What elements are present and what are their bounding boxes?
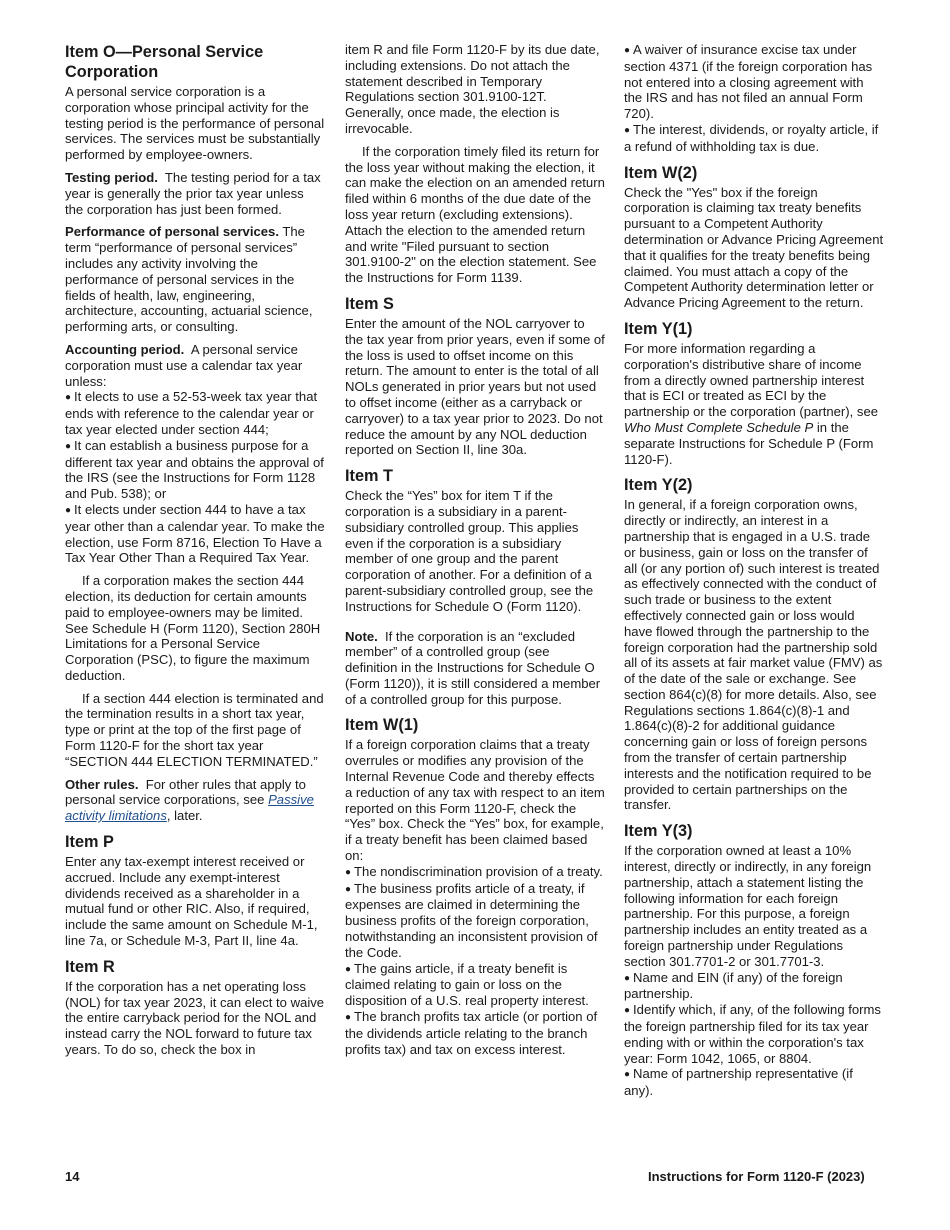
performance-label: Performance of personal services. [65,224,279,240]
testing-period-paragraph [65,170,325,217]
item-y2-paragraph: In general, if a foreign corporation owns, directly or indirectly, an interest in a partnership that is engaged in a U.S. trade or business, gain or loss on the transfer of all (or any portion of) such interest is treated as effectively connected with the conduct of such trade or business to the extent effectively connected gain or loss would have flowed through the partnership to the foreign corporation had the partnership sold all of its assets at fair market value (FMV) as of the date of the sale or exchange. See section 864(c)(8) for more details. Also, see Regulations sections 1.864(c)(8)-1 and 1.864(c)(8)-2 for additional guidance concerning gain or loss of foreign persons from the transfer of certain partnership interests and the notification required to be provided to certain partnerships on the transfer. [624,497,883,813]
accounting-period-label: Accounting period. [65,341,185,357]
heading-item-r: Item R [65,957,115,976]
item-p-paragraph: Enter any tax-exempt interest received or accrued. Include any exempt-interest dividends received as a shareholder in a mutual fund or other RIC. Also, if required, include the same amount on Schedule M-1, line 7a, or Schedule M-3, Part II, line 4a. [65,854,318,949]
list-item: ● The business profits article of a treaty, if expenses are claimed in determining the business profits of the foreign corporation, notwithstanding an inconsistent provision of the Code. [345,880,598,960]
section-444-paragraph-1: If a corporation makes the section 444 election, its deduction for certain amounts paid to employee-owners may be limited. See Schedule H (Form 1120), Section 280H Limitations for a Personal Service Corporation (PSC), to figure the maximum deduction. [65,573,321,683]
column-right [624,42,884,1099]
other-rules-label: Other rules. [65,776,139,792]
note-paragraph [345,629,605,708]
other-rules-paragraph [65,777,325,824]
item-y3-paragraph: If the corporation owned at least a 10% interest, directly or indirectly, in any foreign partnership, attach a statement listing the following information for each foreign partnership. For this purpose, a foreign partnership includes an entity treated as a foreign partnership under Regulations section 301.7701-2 or 301.7701-3. [624,843,872,969]
list-item: ● It elects to use a 52-53-week tax year that ends with reference to the calendar year or tax year elected under section 444; [65,389,318,437]
list-item: ● Identify which, if any, of the following forms the foreign partnership filed for its tax year ending with or within the corporation's tax year: Form 1042, 1065, or 8804. [624,1002,881,1066]
schedule-p-reference: Who Must Complete Schedule P [624,419,814,435]
bullet-icon: ● [65,392,72,404]
page-number: 14 [65,1169,80,1184]
passive-activity-link[interactable]: Passive activity limitations [65,792,314,824]
performance-paragraph [65,224,325,335]
testing-period-label: Testing period. [65,169,158,185]
bullet-icon: ● [624,45,631,56]
testing-period-text: The testing period for a tax year is generally the prior tax year unless the corporation has just been formed. [65,169,321,217]
bullet-icon: ● [65,440,72,452]
bullet-icon: ● [624,1069,631,1081]
bullet-icon: ● [345,883,352,895]
note-label: Note. [345,628,378,644]
heading-item-y2: Item Y(2) [624,476,693,495]
accounting-period-paragraph [65,342,325,389]
item-r-paragraph: If the corporation has a net operating loss (NOL) for tax year 2023, it can elect to waive the entire carryback period for the NOL and instead carry the NOL forward to future tax years. To do so, check the box in [65,978,325,1058]
bullet-icon: ● [624,1005,631,1017]
list-item: ● The interest, dividends, or royalty article, if a refund of withholding tax is due. [624,121,879,154]
footer-title: Instructions for Form 1120-F (2023) [648,1169,865,1184]
other-rules-tail: , later. [166,808,203,824]
bullet-icon: ● [345,1012,352,1024]
item-o-paragraph: A personal service corporation is a corporation whose principal activity for the testing period is the performance of personal services. The services must be substantially performed by employee-owners. [65,84,325,163]
list-item: ● Name of partnership representative (if any). [624,1066,853,1099]
heading-item-w2: Item W(2) [624,163,698,182]
performance-text: The term “performance of personal services” includes any activity involving the performance of personal services in the fields of health, law, engineering, architecture, accounting, actuarial science, performing arts, or consulting. [65,224,313,335]
item-s-paragraph: Enter the amount of the NOL carryover to the tax year from prior years, even if some of the loss is used to offset income on this return. The amount to enter is the total of all NOLs generated in prior years but not used to offset income (either as a carryback or carryover) to a tax year prior to 2023. Do not reduce the amount by any NOL deduction reported on Section II, line 30a. [345,315,605,458]
section-444-paragraph-2: If a section 444 election is terminated and the termination results in a short tax year, type or print at the top of the first page of Form 1120-F for the short tax year “SECTION 444 ELECTION TERMINATED.” [65,690,324,769]
column-middle [345,42,605,1057]
heading-item-y1: Item Y(1) [624,319,693,338]
heading-item-w1: Item W(1) [345,716,419,735]
item-r-continued: item R and file Form 1120-F by its due date, including extensions. Do not attach the statement described in Temporary Regulations section 301.9100-12T. Generally, once made, the election is irrevocable. [345,42,600,136]
item-t-paragraph: Check the “Yes” box for item T if the corporation is a subsidiary in a parent-subsidiary controlled group. This applies even if the corporation is a subsidiary member of one group and the parent corporation of another. For a definition of a parent-subsidiary controlled group, see the Instructions for Schedule O (Form 1120). [345,488,594,614]
list-item: ● The nondiscrimination provision of a treaty. [345,863,603,879]
list-item: ● It elects under section 444 to have a tax year other than a calendar year. To make the election, use Form 8716, Election To Have a Tax Year Other Than a Required Tax Year. [65,501,325,566]
bullet-icon: ● [345,866,352,878]
heading-item-o: Item O—Personal Service Corporation [65,43,264,81]
heading-item-t: Item T [345,467,393,486]
note-text: If the corporation is an “excluded member” of a controlled group (see definition in the Instructions for Schedule O (Form 1120)), it is still considered a member of a controlled group for this purpose. [345,628,601,707]
accounting-period-text: A personal service corporation must use a calendar tax year unless: [65,341,303,389]
item-y1-paragraph: For more information regarding a corporation's distributive share of income from a directly owned partnership interest that is ECI or treated as ECI by the partnership or the corporation (partner), see Who Must Complete Schedule P in the separate Instructions for Schedule P (Form 1120-F). [624,340,879,467]
list-item: ● The branch profits tax article (or portion of the dividends article relating to the branch profits tax) and tax on excess interest. [345,1009,598,1057]
item-r-paragraph-2: If the corporation timely filed its return for the loss year without making the election, it can make the election on an amended return filed within 6 months of the due date of the loss year return (excluding extensions). Attach the election to the amended return and write "Filed pursuant to section 301.9100-2" on the election statement. See the Instructions for Form 1139. [345,143,605,286]
list-item: ● It can establish a business purpose for a different tax year and obtains the approval of the IRS (see the Instructions for Form 1128 and Pub. 538); or [65,437,324,502]
other-rules-text: For other rules that apply to personal service corporations, see [65,776,306,808]
bullet-icon: ● [65,504,72,516]
heading-item-p: Item P [65,833,114,852]
list-item: ● The gains article, if a treaty benefit is claimed relating to gain or loss on the disposition of a U.S. real property interest. [345,960,589,1009]
bullet-icon: ● [624,124,631,136]
list-item: ● Name and EIN (if any) of the foreign partnership. [624,969,843,1002]
heading-item-y3: Item Y(3) [624,822,693,841]
column-left [65,42,325,1065]
bullet-icon: ● [624,972,631,984]
item-w1-paragraph: If a foreign corporation claims that a treaty overrules or modifies any provision of the Internal Revenue Code and thereby effects a reduction of any tax with respect to an item reported on this Form 1120-F, check the “Yes” box. Check the “Yes” box, for example, if a treaty benefit has been claimed based on: [345,737,605,864]
list-item: ● A waiver of insurance excise tax under section 4371 (if the foreign corporation has not entered into a closing agreement with the IRS and has not filed an annual Form 720). [624,42,873,122]
bullet-icon: ● [345,963,352,975]
heading-item-s: Item S [345,294,394,313]
item-w2-paragraph: Check the "Yes" box if the foreign corporation is claiming tax treaty benefits pursuant to a Competent Authority determination or Advance Pricing Agreement that it qualifies for the treaty benefits being claimed. You must attach a copy of the Competent Authority determination letter or Advance Pricing Agreement to the return. [624,184,884,311]
